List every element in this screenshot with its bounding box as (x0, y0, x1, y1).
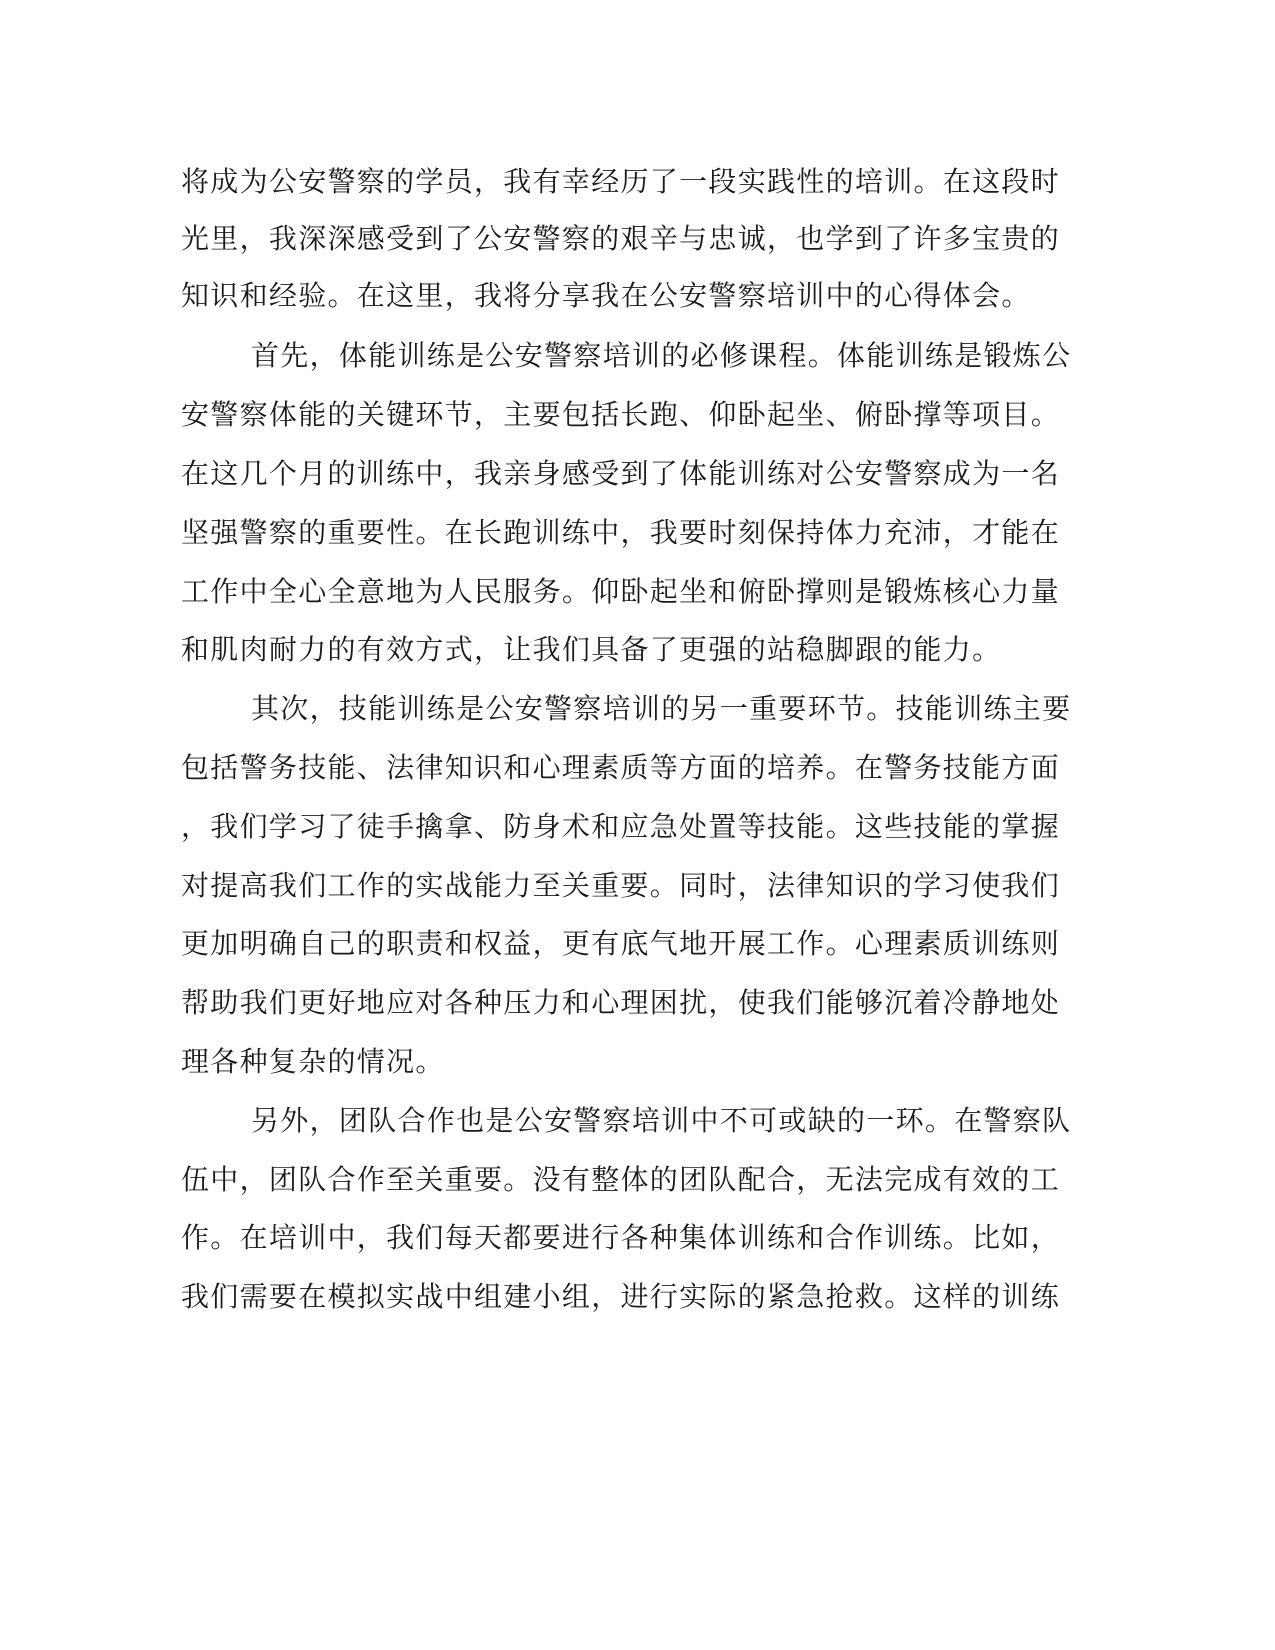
text-line: 在这几个月的训练中，我亲身感受到了体能训练对公安警察成为一名 (181, 457, 1061, 490)
text-line: ，我们学习了徒手擒拿、防身术和应急处置等技能。这些技能的掌握 (181, 810, 1061, 843)
text-line: 将成为公安警察的学员，我有幸经历了一段实践性的培训。在这段时 (181, 165, 1061, 198)
text-line: 我们需要在模拟实战中组建小组，进行实际的紧急抢救。这样的训练 (181, 1280, 1061, 1313)
text-line: 伍中，团队合作至关重要。没有整体的团队配合，无法完成有效的工 (181, 1163, 1061, 1196)
text-line: 其次，技能训练是公安警察培训的另一重要环节。技能训练主要 (251, 692, 1072, 725)
text-line: 和肌肉耐力的有效方式，让我们具备了更强的站稳脚跟的能力。 (181, 633, 1002, 666)
text-line: 光里，我深深感受到了公安警察的艰辛与忠诚，也学到了许多宝贵的 (181, 222, 1061, 255)
text-line: 作。在培训中，我们每天都要进行各种集体训练和合作训练。比如， (181, 1221, 1061, 1254)
text-line: 包括警务技能、法律知识和心理素质等方面的培养。在警务技能方面 (181, 751, 1061, 784)
text-line: 对提高我们工作的实战能力至关重要。同时，法律知识的学习使我们 (181, 869, 1061, 902)
text-line: 帮助我们更好地应对各种压力和心理困扰，使我们能够沉着冷静地处 (181, 986, 1061, 1019)
text-line: 坚强警察的重要性。在长跑训练中，我要时刻保持体力充沛，才能在 (181, 516, 1061, 549)
text-line: 理各种复杂的情况。 (181, 1045, 445, 1078)
text-line: 知识和经验。在这里，我将分享我在公安警察培训中的心得体会。 (181, 279, 1031, 312)
text-line: 更加明确自己的职责和权益，更有底气地开展工作。心理素质训练则 (181, 927, 1061, 960)
text-line: 首先，体能训练是公安警察培训的必修课程。体能训练是锻炼公 (251, 339, 1072, 372)
text-line: 工作中全心全意地为人民服务。仰卧起坐和俯卧撑则是锻炼核心力量 (181, 575, 1061, 608)
text-line: 另外，团队合作也是公安警察培训中不可或缺的一环。在警察队 (251, 1104, 1072, 1137)
text-line: 安警察体能的关键环节，主要包括长跑、仰卧起坐、俯卧撑等项目。 (181, 398, 1061, 431)
